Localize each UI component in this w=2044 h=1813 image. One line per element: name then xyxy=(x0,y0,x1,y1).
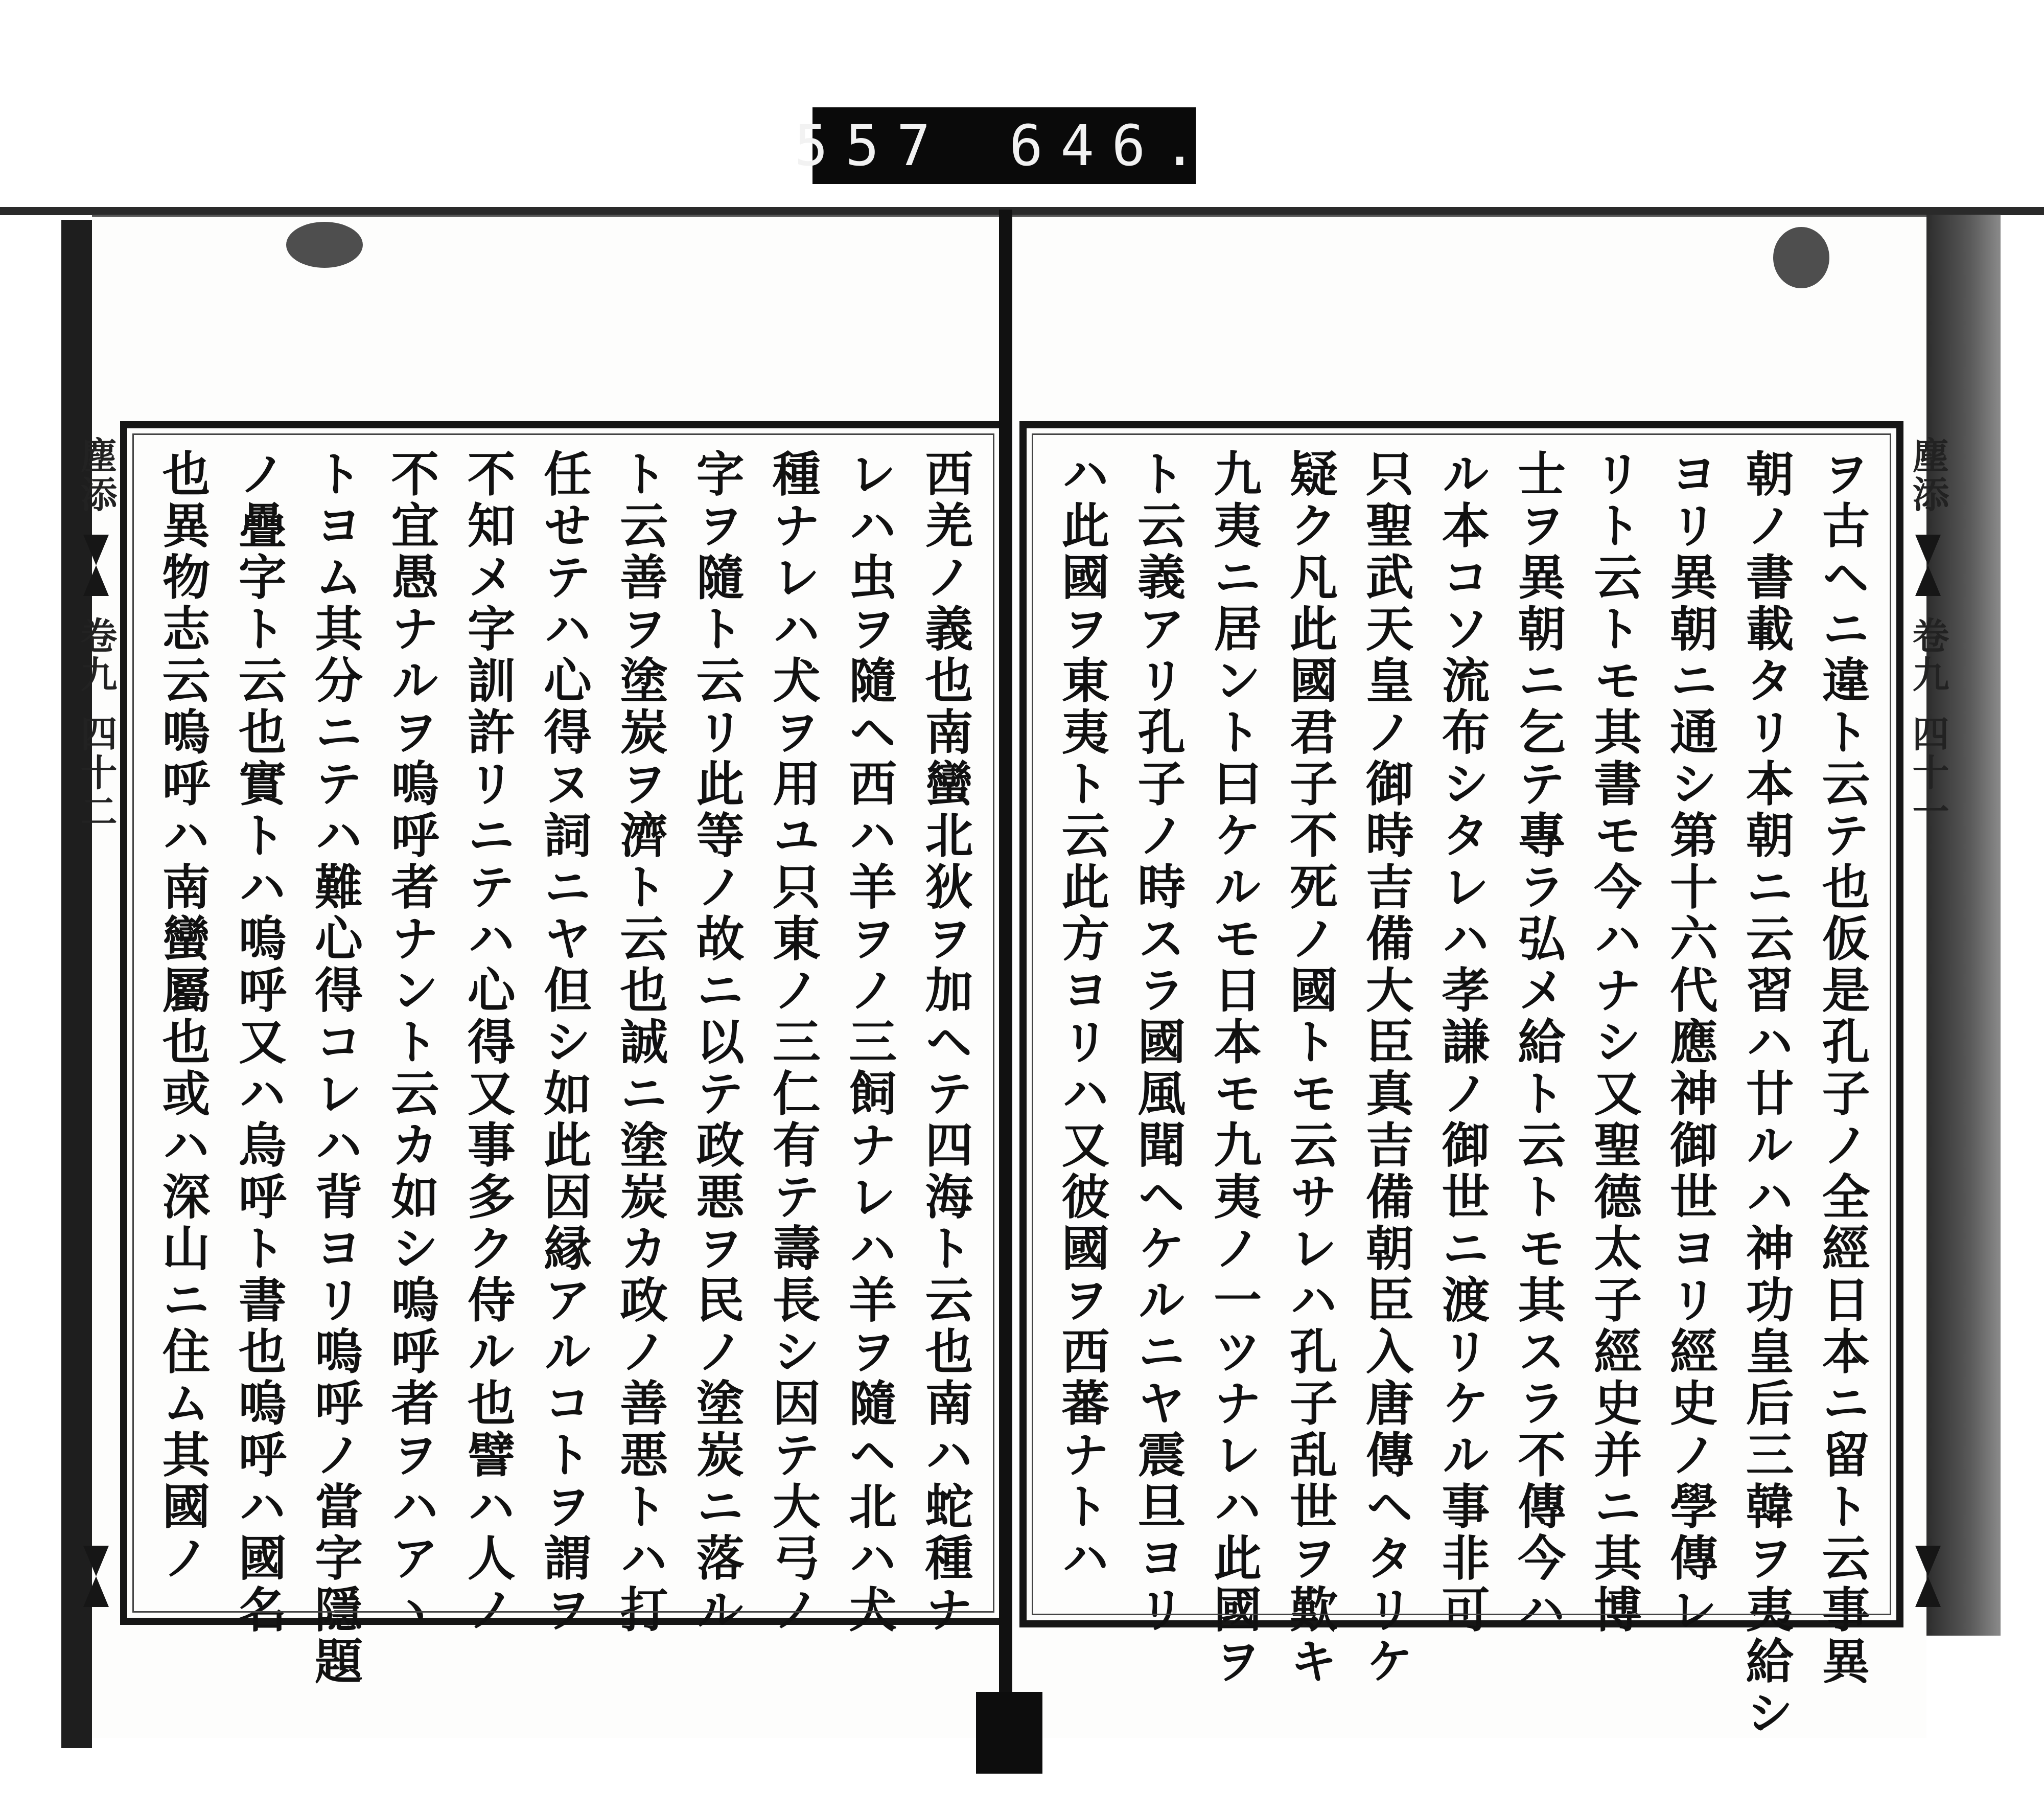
fish-tail-mark-icon xyxy=(78,535,114,596)
text-column: 九夷ニ居ント曰ケルモ日本モ九夷ノ一ツナレハ此國ヲ xyxy=(1205,449,1262,1688)
fish-tail-mark-icon xyxy=(1910,535,1946,596)
ink-smudge xyxy=(1773,227,1829,288)
text-column: レハ虫ヲ隨ヘ西ハ羊ヲノ三飼ナレハ羊ヲ隨ヘ北ハ犬 xyxy=(840,449,897,1636)
text-column: ノ疊字ト云也實トハ嗚呼又ハ烏呼ト書也嗚呼ハ國名 xyxy=(230,449,287,1636)
right-text-columns xyxy=(1053,449,1870,1739)
text-column: ヲ古ヘニ違ト云テ也仮是孔子ノ全經日本ニ留ト云事異 xyxy=(1813,449,1870,1688)
text-column: リト云トモ其書モ今ハナシ又聖德太子經史并ニ其博 xyxy=(1585,449,1642,1636)
text-column: 西羌ノ義也南蠻北狄ヲ加ヘテ四海ト云也南ハ蛇種ナ xyxy=(916,449,973,1636)
fish-tail-mark-icon xyxy=(1910,1546,1946,1607)
margin-folio: 四十二 xyxy=(74,715,118,831)
text-column: 朝ノ書載タリ本朝ニ云習ハ廿ルハ神功皇后三韓ヲ夷給シ xyxy=(1737,449,1794,1739)
catalog-number-left: 557 xyxy=(794,113,948,178)
text-column: ル本コソ流布シタレハ孝謙ノ御世ニ渡リケル事非可 xyxy=(1433,449,1490,1636)
left-margin-strip xyxy=(72,421,120,1627)
left-page xyxy=(74,215,1007,1738)
margin-title: 塵添 xyxy=(1906,437,1950,514)
text-column: トヨム其分ニテハ難心得コレハ背ヨリ嗚呼ノ當字隱題 xyxy=(306,449,363,1688)
text-column: 不宜愚ナルヲ嗚呼者ナント云カ如シ嗚呼者ヲハアヽ xyxy=(382,449,439,1636)
ink-smudge xyxy=(286,222,363,268)
right-margin-strip xyxy=(1903,421,1952,1627)
left-text-frame xyxy=(120,421,1007,1688)
gutter-clip xyxy=(976,1692,1042,1774)
text-column: 也異物志云嗚呼ハ南蠻屬也或ハ深山ニ住ム其國ノ xyxy=(154,449,210,1585)
book-gutter xyxy=(999,210,1012,1774)
margin-folio: 四十一 xyxy=(1906,715,1950,831)
left-text-columns xyxy=(154,449,973,1688)
text-column: ト云義アリ孔子ノ時スラ國風聞ヘケルニヤ震旦ヨリ xyxy=(1129,449,1186,1636)
text-column: ト云善ヲ塗炭ヲ濟ト云也誠ニ塗炭カ政ノ善悪トハ打 xyxy=(611,449,668,1636)
text-column: 疑ク凡此國君子不死ノ國トモ云サレハ孔子乱世ヲ歎キ xyxy=(1281,449,1338,1688)
fish-tail-mark-icon xyxy=(78,1546,114,1607)
text-column: ハ此國ヲ東夷ト云此方ヨリハ又彼國ヲ西蕃ナトハ xyxy=(1053,449,1109,1585)
margin-volume: 卷九 xyxy=(74,616,118,694)
text-column: 任せテハ心得ヌ詞ニヤ但シ如此因縁アルコトヲ謂ヲ xyxy=(535,449,592,1636)
text-column: 種ナレハ犬ヲ用ユ只東ノ三仁有テ壽長シ因テ大弓ノ xyxy=(764,449,821,1636)
text-column: ヨリ異朝ニ通シ第十六代應神御世ヨリ經史ノ學傳レ xyxy=(1661,449,1718,1636)
right-text-frame xyxy=(1019,421,1903,1739)
text-column: 字ヲ隨ト云リ此等ノ故ニ以テ政悪ヲ民ノ塗炭ニ落ル xyxy=(688,449,745,1636)
margin-volume: 卷九 xyxy=(1906,616,1950,694)
text-column: 只聖武天皇ノ御時吉備大臣真吉備朝臣入唐傳ヘタリケ xyxy=(1357,449,1414,1688)
text-column: 不知メ字訓許リニテハ心得又事多ク侍ル也譬ハ人ノ xyxy=(459,449,516,1636)
catalog-number-tag xyxy=(794,107,1214,184)
text-column: 士ヲ異朝ニ乞テ專ラ弘メ給ト云トモ其スラ不傳今ハ xyxy=(1509,449,1566,1636)
catalog-number-right: 646. xyxy=(1009,113,1214,178)
margin-title: 塵添 xyxy=(74,437,118,514)
right-page xyxy=(1012,215,1950,1739)
open-book xyxy=(61,210,1988,1774)
